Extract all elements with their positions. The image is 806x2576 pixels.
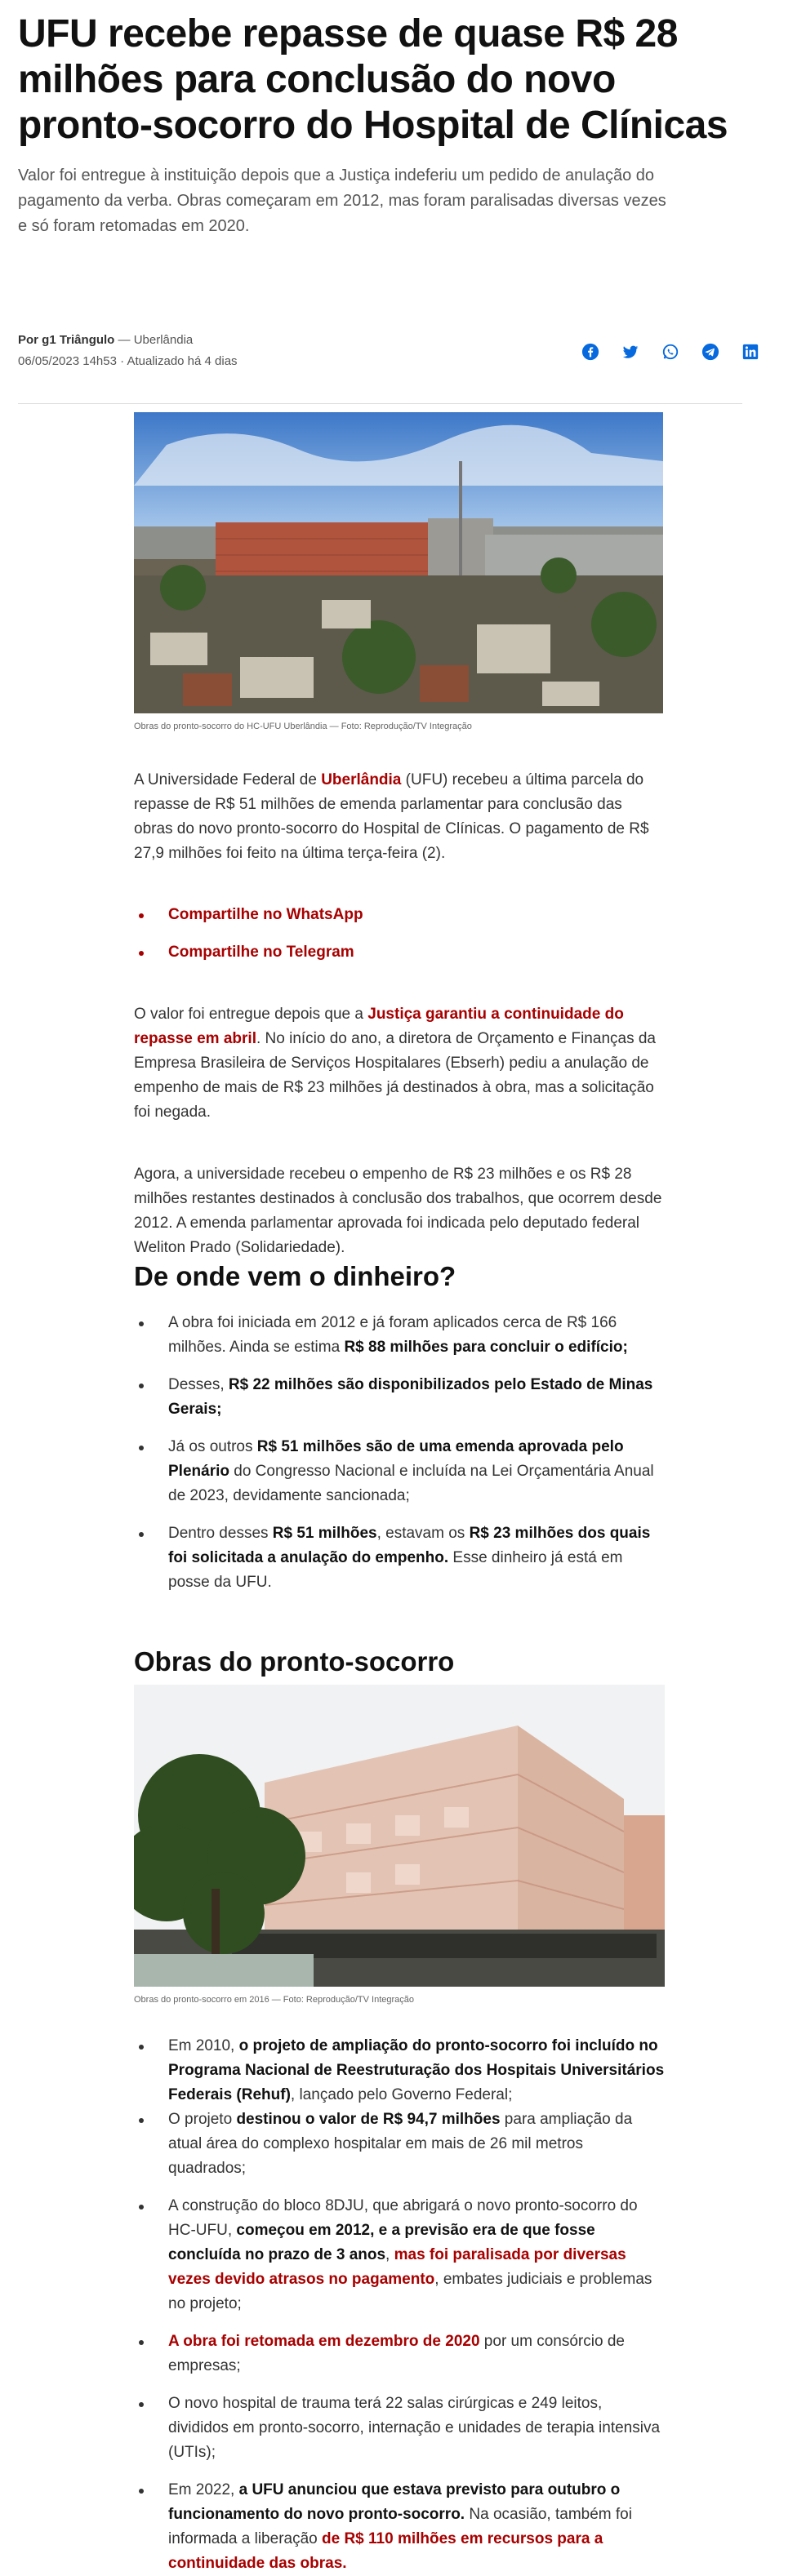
author[interactable]: Por g1 Triângulo (18, 333, 115, 347)
telegram-icon[interactable] (700, 341, 721, 362)
list-item (134, 903, 665, 927)
share-links-list (134, 903, 665, 965)
list-item: O projeto destinou o valor de R$ 94,7 milhões para ampliação da atual área do complexo hospitalar em mais de 26 mil metros quadrados; (134, 2107, 665, 2181)
hospital-building-photo[interactable] (134, 1685, 665, 1987)
list-item: Em 2022, a UFU anunciou que estava previsto para outubro o funcionamento do novo pronto-socorro. Na ocasião, também foi informada a liberação de R$ 110 milhões em recursos para a continuidade das obras. (134, 2478, 665, 2576)
subheadline: Valor foi entregue à instituição depois que a Justiça indeferiu um pedido de anulação do pagamento da verba. Obras começaram em 2012, mas foram paralisadas diversas vezes e só foram retomadas em 2020. (18, 167, 666, 235)
photo-caption: Obras do pronto-socorro em 2016 — Foto: Reprodução/TV Integração (134, 1995, 415, 2005)
updated-time: · Atualizado há 4 dias (116, 354, 238, 368)
section-title-money: De onde vem o dinheiro? (134, 1261, 456, 1291)
works-list (134, 2034, 665, 2576)
twitter-icon[interactable] (620, 341, 641, 362)
linkedin-icon[interactable] (740, 341, 761, 362)
share-whatsapp-link[interactable]: Compartilhe no WhatsApp (168, 906, 363, 923)
share-telegram-link[interactable]: Compartilhe no Telegram (168, 944, 354, 961)
list-item: O novo hospital de trauma terá 22 salas cirúrgicas e 249 leitos, divididos em pronto-socorro, internação e unidades de terapia intensiva (UTIs); (134, 2392, 665, 2465)
list-item: A obra foi iniciada em 2012 e já foram aplicados cerca de R$ 166 milhões. Ainda se estima R$ 88 milhões para concluir o edifício; (134, 1311, 665, 1360)
paragraph-1: A Universidade Federal de Uberlândia (UFU) recebeu a última parcela do repasse de R$ 51 milhões de emenda parlamentar para conclusão das obras do novo pronto-socorro do Hospital de Clínicas. O pagamento de R$ 27,9 milhões foi feito na última terça-feira (2). (134, 771, 649, 862)
link-retomada[interactable]: A obra foi retomada em dezembro de 2020 (168, 2333, 480, 2350)
paragraph-3: Agora, a universidade recebeu o empenho de R$ 23 milhões e os R$ 28 milhões restantes destinados à conclusão dos trabalhos, que ocorrem desde 2012. A emenda parlamentar aprovada foi indicada pelo deputado federal Weliton Prado (Solidariedade). (134, 1166, 662, 1256)
section-title-works: Obras do pronto-socorro (134, 1646, 455, 1677)
list-item: A construção do bloco 8DJU, que abrigará o novo pronto-socorro do HC-UFU, começou em 2012, e a previsão era de que fosse concluída no prazo de 3 anos, mas foi paralisada por diversas vezes devido atrasos no pagamento, embates judiciais e problemas no projeto; (134, 2194, 665, 2316)
article-header (18, 11, 753, 239)
paragraph-2: O valor foi entregue depois que a Justiça garantiu a continuidade do repasse em abril. No início do ano, a diretora de Orçamento e Finanças da Empresa Brasileira de Serviços Hospitalares (Ebserh) pediu a anulação de empenho de mais de R$ 23 milhões já destinados à obra, mas a solicitação foi negada. (134, 1006, 656, 1121)
list-item: Já os outros R$ 51 milhões são de uma emenda aprovada pelo Plenário do Congresso Nacional e incluída na Lei Orçamentária Anual de 2023, devidamente sancionada; (134, 1435, 665, 1508)
list-item: A obra foi retomada em dezembro de 2020 por um consórcio de empresas; (134, 2330, 665, 2378)
header-divider (18, 403, 742, 404)
list-item: Em 2010, o projeto de ampliação do pronto-socorro foi incluído no Programa Nacional de Reestruturação dos Hospitais Universitários Federais (Rehuf), lançado pelo Governo Federal; (134, 2034, 665, 2107)
list-item: Desses, R$ 22 milhões são disponibilizados pelo Estado de Minas Gerais; (134, 1373, 665, 1422)
share-bar (580, 341, 761, 362)
list-item: Dentro desses R$ 51 milhões, estavam os R$ 23 milhões dos quais foi solicitada a anulação do empenho. Esse dinheiro já está em posse da UFU. (134, 1521, 665, 1595)
link-uberlandia[interactable]: Uberlândia (321, 771, 402, 788)
byline: Por g1 Triângulo — Uberlândia 06/05/2023 14h53 · Atualizado há 4 dias (18, 333, 238, 368)
link-paralisada[interactable]: mas foi paralisada por diversas vezes devido atrasos no pagamento (168, 2246, 626, 2288)
publish-date: 06/05/2023 14h53 (18, 354, 117, 368)
photo-caption: Obras do pronto-socorro do HC-UFU Uberlândia — Foto: Reprodução/TV Integração (134, 722, 472, 731)
link-justica[interactable]: Justiça garantiu a continuidade do repasse em abril (134, 1006, 624, 1047)
facebook-icon[interactable] (580, 341, 601, 362)
article-body (134, 412, 665, 2576)
money-list (134, 1311, 665, 1595)
link-liberacao[interactable]: de R$ 110 milhões em recursos para a continuidade das obras. (168, 2530, 603, 2572)
list-item (134, 940, 665, 965)
whatsapp-icon[interactable] (660, 341, 681, 362)
location: Uberlândia (133, 333, 194, 347)
construction-photo[interactable] (134, 412, 663, 713)
headline: UFU recebe repasse de quase R$ 28 milhões para conclusão do novo pronto-socorro do Hospital de Clínicas (18, 12, 728, 147)
